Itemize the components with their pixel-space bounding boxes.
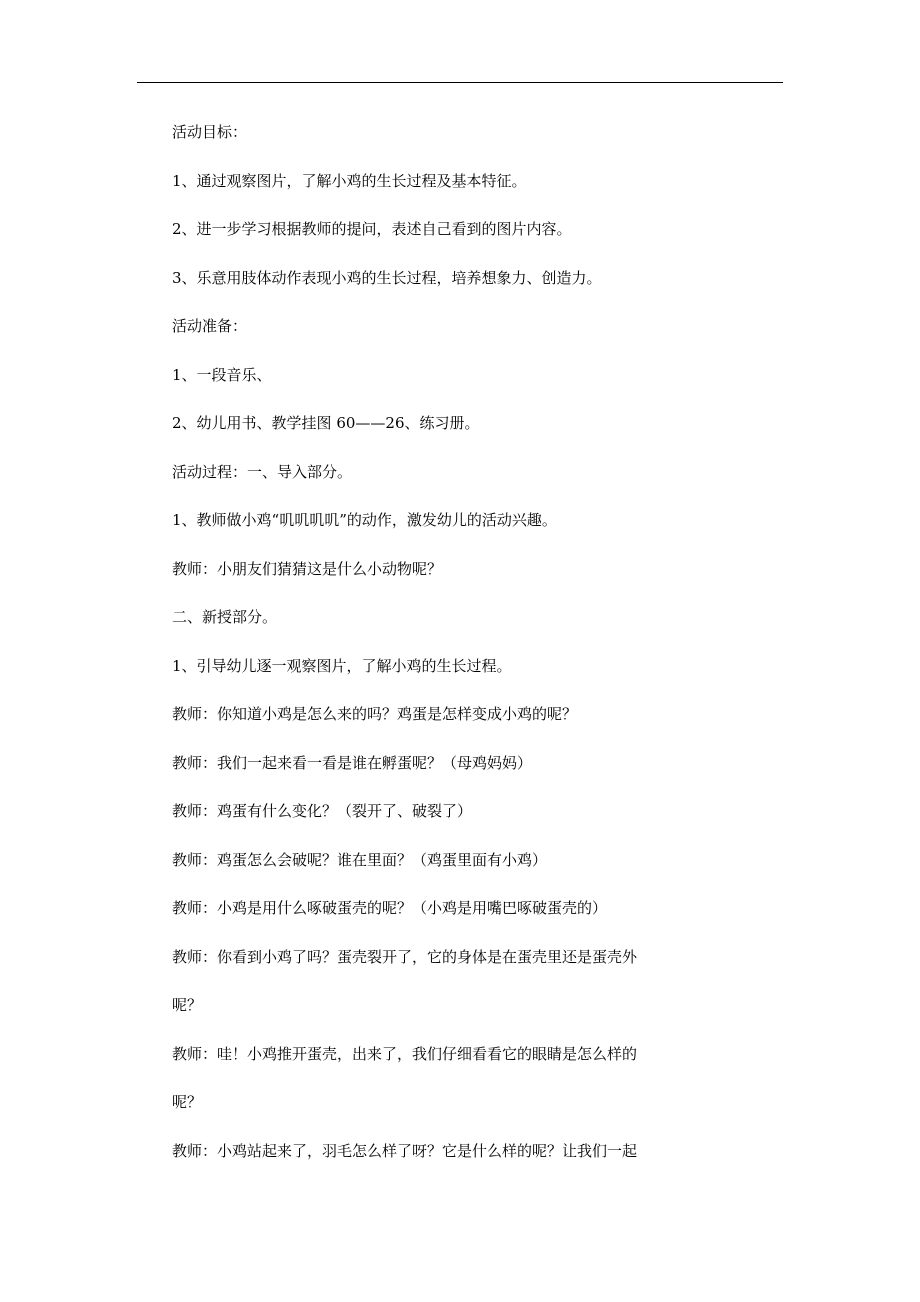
teacher-line: 教师：小鸡是用什么啄破蛋壳的呢？（小鸡是用嘴巴啄破蛋壳的） xyxy=(172,899,608,917)
section-heading-preparation: 活动准备： xyxy=(172,317,248,335)
preparation-item-2: 2、幼儿用书、教学挂图 60——26、练习册。 xyxy=(172,414,480,432)
teacher-line: 教师：小朋友们猜猜这是什么小动物呢？ xyxy=(172,559,443,578)
teacher-line-continuation: 呢？ xyxy=(172,1093,203,1111)
preparation-item-1: 1、一段音乐、 xyxy=(172,365,272,384)
teacher-line: 教师：你知道小鸡是怎么来的吗？鸡蛋是怎样变成小鸡的呢？ xyxy=(172,705,578,723)
teacher-line: 教师：鸡蛋怎么会破呢？谁在里面？（鸡蛋里面有小鸡） xyxy=(172,850,548,869)
section-heading-goals: 活动目标： xyxy=(172,123,248,141)
goal-item-3: 3、乐意用肢体动作表现小鸡的生长过程，培养想象力、创造力。 xyxy=(172,268,602,287)
teacher-line: 教师：哇！小鸡推开蛋壳，出来了，我们仔细看看它的眼睛是怎么样的 xyxy=(172,1044,638,1063)
section-heading-process: 活动过程：一、导入部分。 xyxy=(172,462,353,481)
goal-item-2: 2、进一步学习根据教师的提问，表述自己看到的图片内容。 xyxy=(172,220,572,238)
teacher-line: 教师：鸡蛋有什么变化？（裂开了、破裂了） xyxy=(172,802,473,820)
teacher-line: 教师：你看到小鸡了吗？蛋壳裂开了，它的身体是在蛋壳里还是蛋壳外 xyxy=(172,947,638,966)
teacher-line: 教师：小鸡站起来了，羽毛怎么样了呀？它是什么样的呢？让我们一起 xyxy=(172,1141,638,1160)
document-body xyxy=(172,108,692,1175)
new-lesson-item-1: 1、引导幼儿逐一观察图片，了解小鸡的生长过程。 xyxy=(172,656,512,675)
process-item-1: 1、教师做小鸡“叽叽叽叽”的动作，激发幼儿的活动兴趣。 xyxy=(172,511,557,529)
subsection-heading-new-lesson: 二、新授部分。 xyxy=(172,608,278,626)
teacher-line: 教师：我们一起来看一看是谁在孵蛋呢？（母鸡妈妈） xyxy=(172,753,533,772)
teacher-line-continuation: 呢？ xyxy=(172,996,203,1014)
header-rule xyxy=(137,82,783,83)
goal-item-1: 1、通过观察图片，了解小鸡的生长过程及基本特征。 xyxy=(172,171,527,190)
